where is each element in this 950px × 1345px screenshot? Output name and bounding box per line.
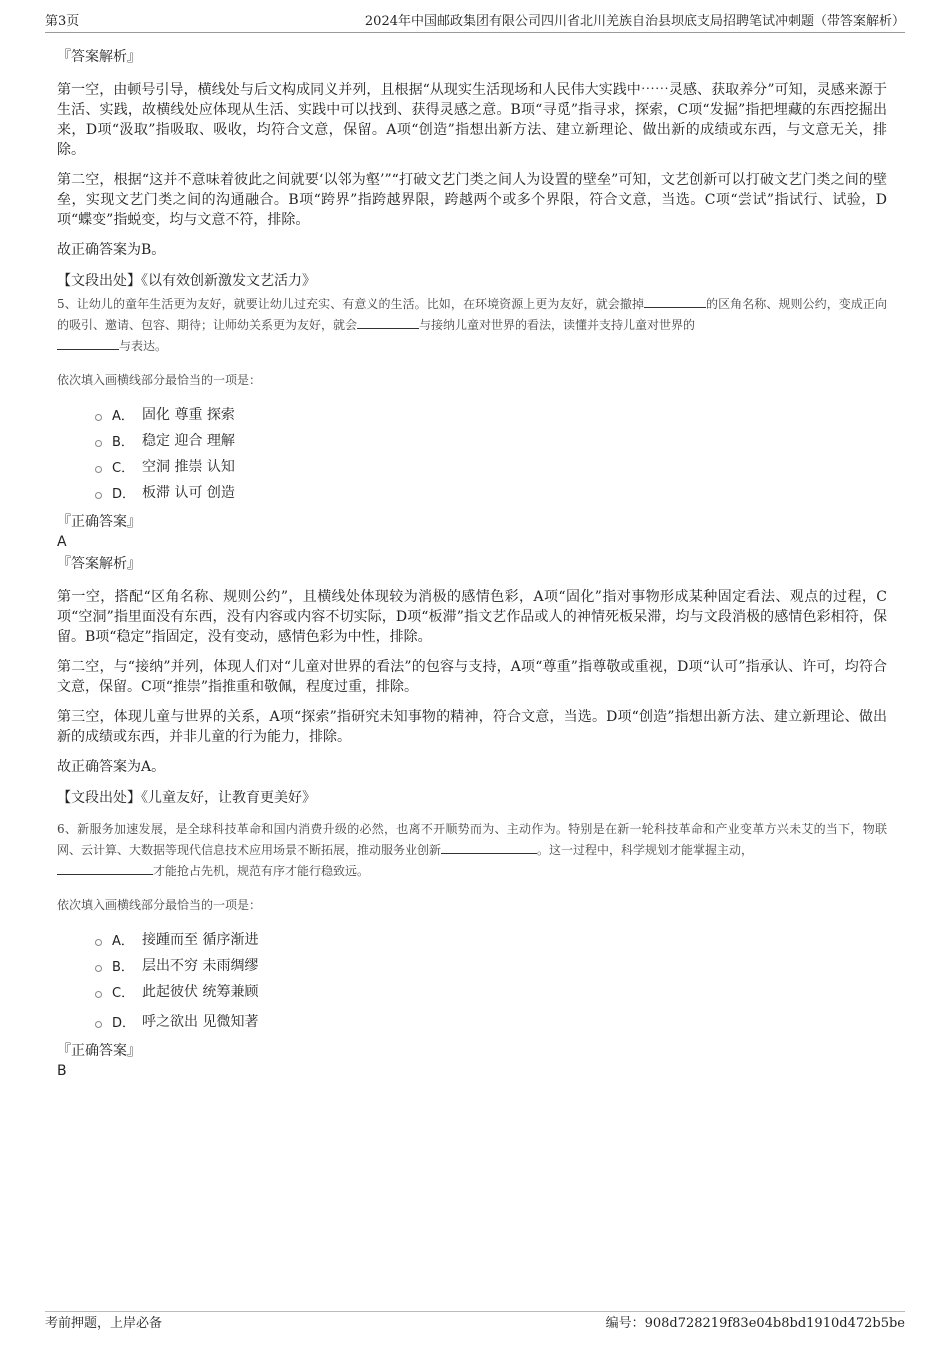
analysis-paragraph: 第二空，与“接纳”并列，体现人们对“儿童对世界的看法”的包容与支持，A项“尊重”指尊敬或重视，D项“认可”指承认、许可，均符合文意，保留。C项“推崇”指推重和敬佩，程度过重，排除。 (57, 659, 887, 695)
analysis-paragraph: 第一空，搭配“区角名称、规则公约”，且横线处体现较为消极的感情色彩，A项“固化”指对事物形成某种固定看法、观点的过程，C项“空洞”指里面没有东西，没有内容或内容不切实际，D项“板滞”指文艺作品或人的神情死板呆滞，均与文段消极的感情色彩相符，保留。B项“稳定”指固定，没有变动，感情色彩为中性，排除。 (57, 589, 887, 645)
correct-answer: B (57, 1063, 67, 1079)
analysis-label: 『答案解析』 (57, 49, 141, 65)
radio-icon[interactable] (95, 440, 102, 447)
fill-blank (57, 862, 153, 875)
radio-icon[interactable] (95, 414, 102, 421)
analysis-paragraph: 第二空，根据“这并不意味着彼此之间就要‘以邻为壑’”“打破文艺门类之间人为设置的壁垒”可知，文艺创新可以打破文艺门类之间的壁垒，实现文艺门类之间的沟通融合。B项“跨界”指跨越界限，跨越两个或多个界限，符合文意，当选。C项“尝试”指试行、试验，D项“蝶变”指蜕变，均与文意不符，排除。 (57, 172, 887, 228)
source-citation: 【文段出处】《儿童友好，让教育更美好》 (57, 790, 316, 806)
option-c[interactable]: C． 此起彼伏 统筹兼顾 (57, 978, 887, 1004)
option-b[interactable]: B． 层出不穷 未雨绸缪 (57, 952, 887, 978)
analysis-paragraph: 第三空，体现儿童与世界的关系，A项“探索”指研究未知事物的精神，符合文意，当选。D项“创造”指想出新方法、建立新理论、做出新的成绩或东西，并非儿童的行为能力，排除。 (57, 709, 887, 745)
question-prompt: 依次填入画横线部分最恰当的一项是： (57, 373, 262, 387)
page-number: 第3页 (45, 14, 80, 29)
analysis-label: 『答案解析』 (57, 556, 141, 572)
document-id: 编号：908d728219f83e04b8bd1910d472b5be (605, 1316, 905, 1331)
option-b[interactable]: B． 稳定 迎合 理解 (57, 427, 887, 453)
options-list (57, 401, 887, 505)
fill-blank (644, 295, 706, 308)
option-c[interactable]: C． 空洞 推崇 认知 (57, 453, 887, 479)
option-d[interactable]: D． 呼之欲出 见微知著 (57, 1008, 887, 1034)
options-list (57, 926, 887, 1034)
radio-icon[interactable] (95, 965, 102, 972)
correct-answer: A (57, 534, 67, 550)
radio-icon[interactable] (95, 991, 102, 998)
document-title: 2024年中国邮政集团有限公司四川省北川羌族自治县坝底支局招聘笔试冲刺题（带答案解析） (364, 14, 905, 29)
answer-conclusion: 故正确答案为A。 (57, 759, 166, 775)
option-a[interactable]: A． 固化 尊重 探索 (57, 401, 887, 427)
source-citation: 【文段出处】《以有效创新激发文艺活力》 (57, 273, 316, 289)
footer-slogan: 考前押题，上岸必备 (45, 1316, 163, 1331)
page-header (45, 12, 905, 33)
correct-answer-label: 『正确答案』 (57, 1043, 141, 1059)
correct-answer-label: 『正确答案』 (57, 514, 141, 530)
page-content (57, 46, 887, 1080)
fill-blank (57, 337, 119, 350)
radio-icon[interactable] (95, 939, 102, 946)
option-d[interactable]: D． 板滞 认可 创造 (57, 479, 887, 505)
analysis-paragraph: 第一空，由顿号引导，横线处与后文构成同义并列，且根据“从现实生活现场和人民伟大实践中⋯⋯灵感、获取养分”可知，灵感来源于生活、实践，故横线处应体现从生活、实践中可以找到、获得灵感之意。B项“寻觅”指寻求，探索，C项“发掘”指把埋藏的东西挖掘出来，D项“汲取”指吸取、吸收，均符合文意，保留。A项“创造”指想出新方法、建立新理论、做出新的成绩或东西，与文意无关，排除。 (57, 82, 887, 158)
answer-conclusion: 故正确答案为B。 (57, 242, 166, 258)
radio-icon[interactable] (95, 492, 102, 499)
question-prompt: 依次填入画横线部分最恰当的一项是： (57, 898, 262, 912)
question-stem-5: 5、让幼儿的童年生活更为友好，就要让幼儿过充实、有意义的生活。比如，在环境资源上更为友好，就会撤掉 的区角名称、规则公约，变成正向的吸引、邀请、包容、期待；让师幼关系更为友好，就会 与接纳儿童对世界的看法，读懂并支持儿童对世界的 与表达。 (57, 297, 887, 353)
fill-blank (441, 841, 537, 854)
page-footer (45, 1311, 905, 1334)
question-stem-6: 6、新服务加速发展，是全球科技革命和国内消费升级的必然，也离不开顺势而为、主动作为。特别是在新一轮科技革命和产业变革方兴未艾的当下，物联网、云计算、大数据等现代信息技术应用场景不断拓展，推动服务业创新 。这一过程中，科学规划才能掌握主动， 才能抢占先机，规范有序才能行稳致远。 (57, 822, 887, 878)
radio-icon[interactable] (95, 466, 102, 473)
radio-icon[interactable] (95, 1021, 102, 1028)
fill-blank (357, 316, 419, 329)
option-a[interactable]: A． 接踵而至 循序渐进 (57, 926, 887, 952)
